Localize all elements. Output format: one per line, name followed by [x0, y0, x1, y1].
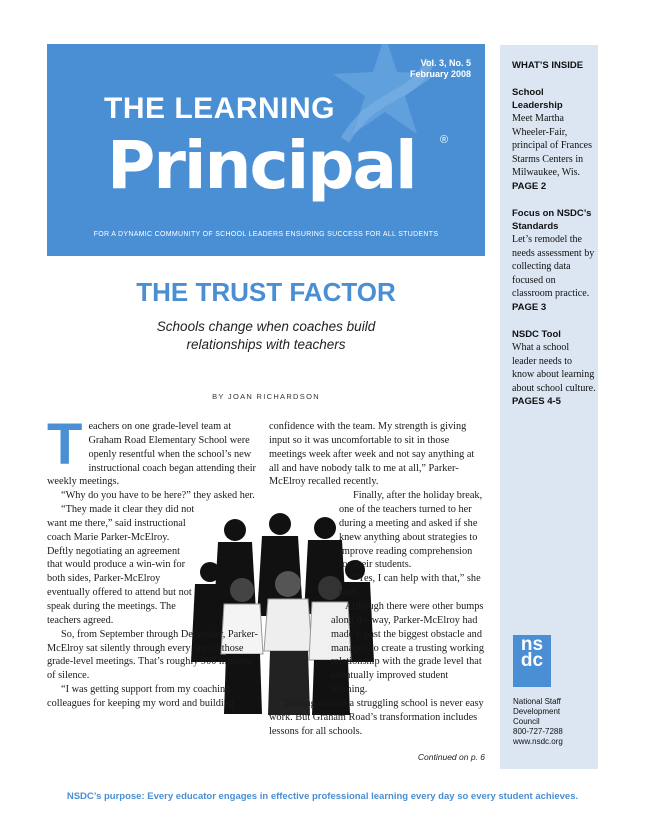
article-paragraph: Teachers on one grade-level team at Graham Road Elementary School were openly resentful when the school’s new instructional coach began attending their weekly meetings. — [47, 412, 256, 488]
sidebar-item-body: Meet Martha Wheeler-Fair, principal of Frances Starms Centers in Milwaukee, Wis. — [512, 113, 592, 179]
article-column-1 — [47, 412, 259, 711]
sidebar-item-page: PAGE 2 — [512, 180, 547, 192]
article-paragraph: “Why do you have to be here?” they asked her. — [61, 490, 255, 502]
subhead-line2: relationships with teachers — [186, 337, 346, 352]
article-paragraph: confidence with the team. My strength is giving input so it was uncomfortable to sit in those meetings week after week and not say anything at all and have nobody talk to me at all,” Parker-McElroy recalled recently. — [269, 421, 475, 488]
issue-info — [410, 58, 471, 80]
masthead — [47, 44, 485, 256]
sidebar-heading: WHAT’S INSIDE — [512, 60, 584, 71]
sidebar-item-page: PAGES 4-5 — [512, 396, 561, 408]
article-headline: THE TRUST FACTOR — [136, 277, 396, 307]
drop-cap: T — [47, 412, 83, 477]
footer-purpose: NSDC’s purpose: Every educator engages in effective professional learning every day so every student achieves. — [66, 791, 579, 802]
logo-line1: ns — [520, 634, 544, 655]
article-column-2 — [269, 420, 485, 738]
issue-volume: Vol. 3, No. 5 — [420, 58, 471, 68]
issue-date: February 2008 — [409, 69, 471, 79]
article-subhead — [47, 318, 485, 354]
org-website[interactable]: www.nsdc.org — [513, 737, 563, 746]
org-line: Council — [513, 717, 540, 726]
sidebar-item-title: NSDC Tool — [512, 328, 561, 340]
masthead-title-line2: Principal — [107, 127, 416, 204]
sidebar-item-body: What a school leader needs to know about learning about school culture. — [512, 341, 596, 394]
masthead-title-line1: THE LEARNING — [104, 92, 335, 125]
org-line: National Staff — [513, 697, 561, 706]
byline: BY JOAN RICHARDSON — [212, 392, 320, 401]
registered-mark: ® — [440, 134, 449, 146]
sidebar-item-title: Focus on NSDC’s Standards — [512, 207, 592, 232]
org-phone: 800-727-7288 — [513, 727, 563, 736]
subhead-line1: Schools change when coaches build — [156, 319, 376, 334]
nsdc-logo — [513, 635, 551, 687]
sidebar-item[interactable] — [512, 86, 596, 193]
sidebar-item[interactable] — [512, 328, 596, 408]
article-paragraph: So, from September through December, Parker-McElroy sat silently through every one of those grade-level meetings. That’s roughly 900 minutes of silence. — [47, 628, 258, 682]
article-paragraph: Turning around a struggling school is never easy work. But Graham Road’s transformation includes lessons for all schools. — [269, 697, 484, 737]
continued-note: Continued on p. 6 — [417, 752, 485, 762]
org-contact — [513, 697, 597, 747]
logo-line2: dc — [520, 650, 544, 671]
whats-inside-sidebar — [500, 45, 598, 769]
sidebar-item-title: School Leadership — [512, 87, 563, 111]
article-paragraph: “They made it clear they did not want me there,” said instructional coach Marie Parker-McElroy. Deftly negotiating an agreement that would produce a win-win for both sides, Parker-McElroy eventually offered to attend but not speak during the meetings. The teachers agreed. — [47, 504, 195, 626]
article-paragraph: “I was getting support from my coaching colleagues for keeping my word and building — [47, 684, 235, 709]
article-paragraph: “Yes, I can help with that,” she said. — [339, 573, 481, 599]
article-paragraph: Finally, after the holiday break, one of the teachers turned to her during a meeting and asked if she knew anything about strategies to improve reading comprehension for their students. — [339, 490, 483, 571]
sidebar-item[interactable] — [512, 207, 596, 314]
article-paragraph: Although there were other bumps along the way, Parker-McElroy had made it past the biggest obstacle and managed to create a trusting working relationship with the grade level that eventually improved student learning. — [331, 600, 484, 696]
org-line: Development — [513, 707, 561, 716]
sidebar-item-page: PAGE 3 — [512, 301, 547, 313]
masthead-tagline: FOR A DYNAMIC COMMUNITY OF SCHOOL LEADERS ENSURING SUCCESS FOR ALL STUDENTS — [93, 231, 439, 238]
sidebar-item-body: Let’s remodel the needs assessment by collecting data focused on classroom practice. — [512, 233, 595, 300]
